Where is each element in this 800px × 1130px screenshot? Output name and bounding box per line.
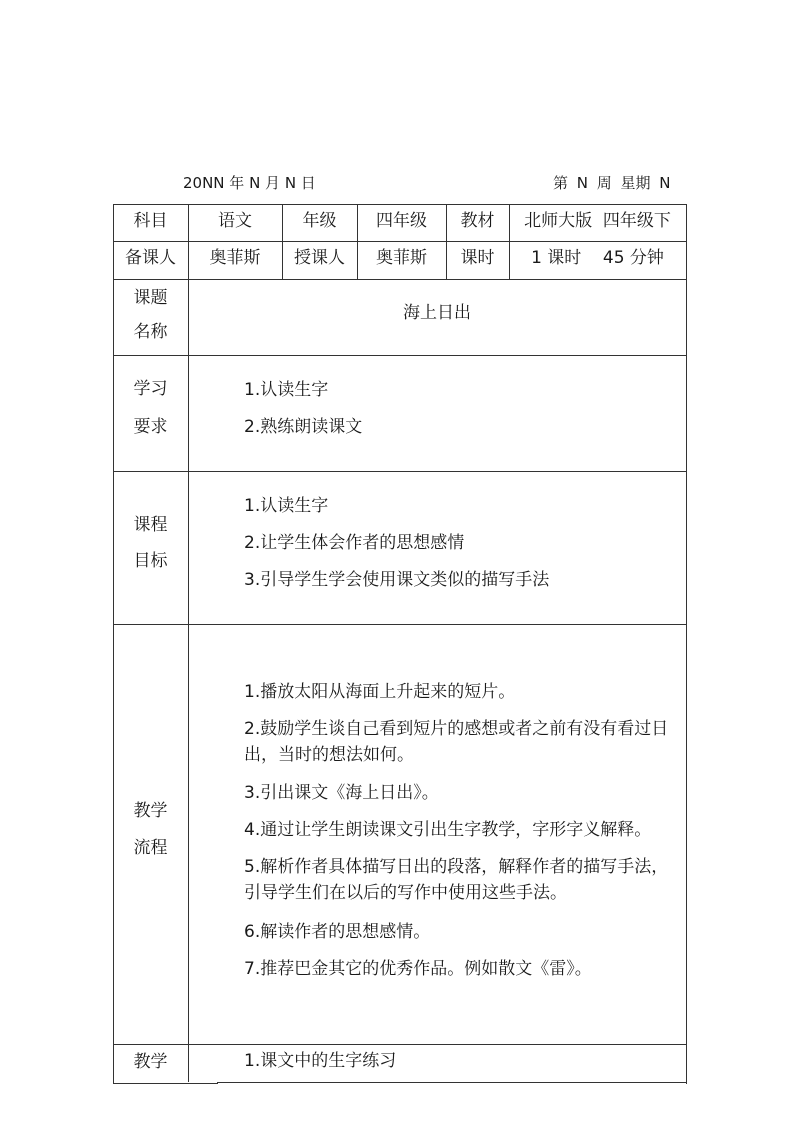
requirement-item: 1.认读生字 [244,380,329,400]
preparer-label: 备课人 [125,248,176,268]
objectives-label-line2: 目标 [133,551,168,571]
process-item: 6.解读作者的思想感情。 [244,922,431,942]
homework-item: 1.课文中的生字练习 [244,1051,397,1071]
process-label-line1: 教学 [133,801,168,821]
teacher-label: 授课人 [294,248,345,268]
subject-value: 语文 [218,211,252,231]
grade-value: 四年级 [376,211,427,231]
requirement-item: 2.熟练朗读课文 [244,417,363,437]
requirements-label-line2: 要求 [133,417,168,437]
hours-value: 1 课时 45 分钟 [531,248,664,268]
grade-label: 年级 [302,211,337,231]
title-label-line2: 名称 [133,322,168,342]
teacher-value: 奥菲斯 [376,248,427,268]
objective-item: 3.引导学生学会使用课文类似的描写手法 [244,570,550,590]
process-item: 4.通过让学生朗读课文引出生字教学，字形字义解释。 [244,820,652,840]
process-item: 7.推荐巴金其它的优秀作品。例如散文《雷》。 [244,959,592,979]
textbook-value: 北师大版 四年级下 [524,211,671,231]
process-item: 2.鼓励学生谈自己看到短片的感想或者之前有没有看过日出，当时的想法如何。 [244,719,669,765]
process-label-line2: 流程 [133,838,168,858]
objective-item: 2.让学生体会作者的思想感情 [244,533,465,553]
objective-item: 1.认读生字 [244,496,329,516]
process-item: 5.解析作者具体描写日出的段落，解释作者的描写手法，引导学生们在以后的写作中使用这些手法。 [244,857,669,903]
textbook-label: 教材 [460,211,495,231]
homework-label-line1: 教学 [133,1052,168,1072]
process-item: 1.播放太阳从海面上升起来的短片。 [244,682,516,702]
lesson-title: 海上日出 [403,303,471,323]
lesson-date: 20NN 年 N 月 N 日 [183,174,316,192]
subject-label: 科目 [133,211,168,231]
preparer-value: 奥菲斯 [209,248,261,268]
requirements-label-line1: 学习 [133,379,168,399]
objectives-label-line1: 课程 [133,515,168,535]
hours-label: 课时 [460,248,495,268]
week-day: 第 N 周 星期 N [553,174,671,192]
title-label-line1: 课题 [133,288,168,308]
process-item: 3.引出课文《海上日出》。 [244,783,439,803]
